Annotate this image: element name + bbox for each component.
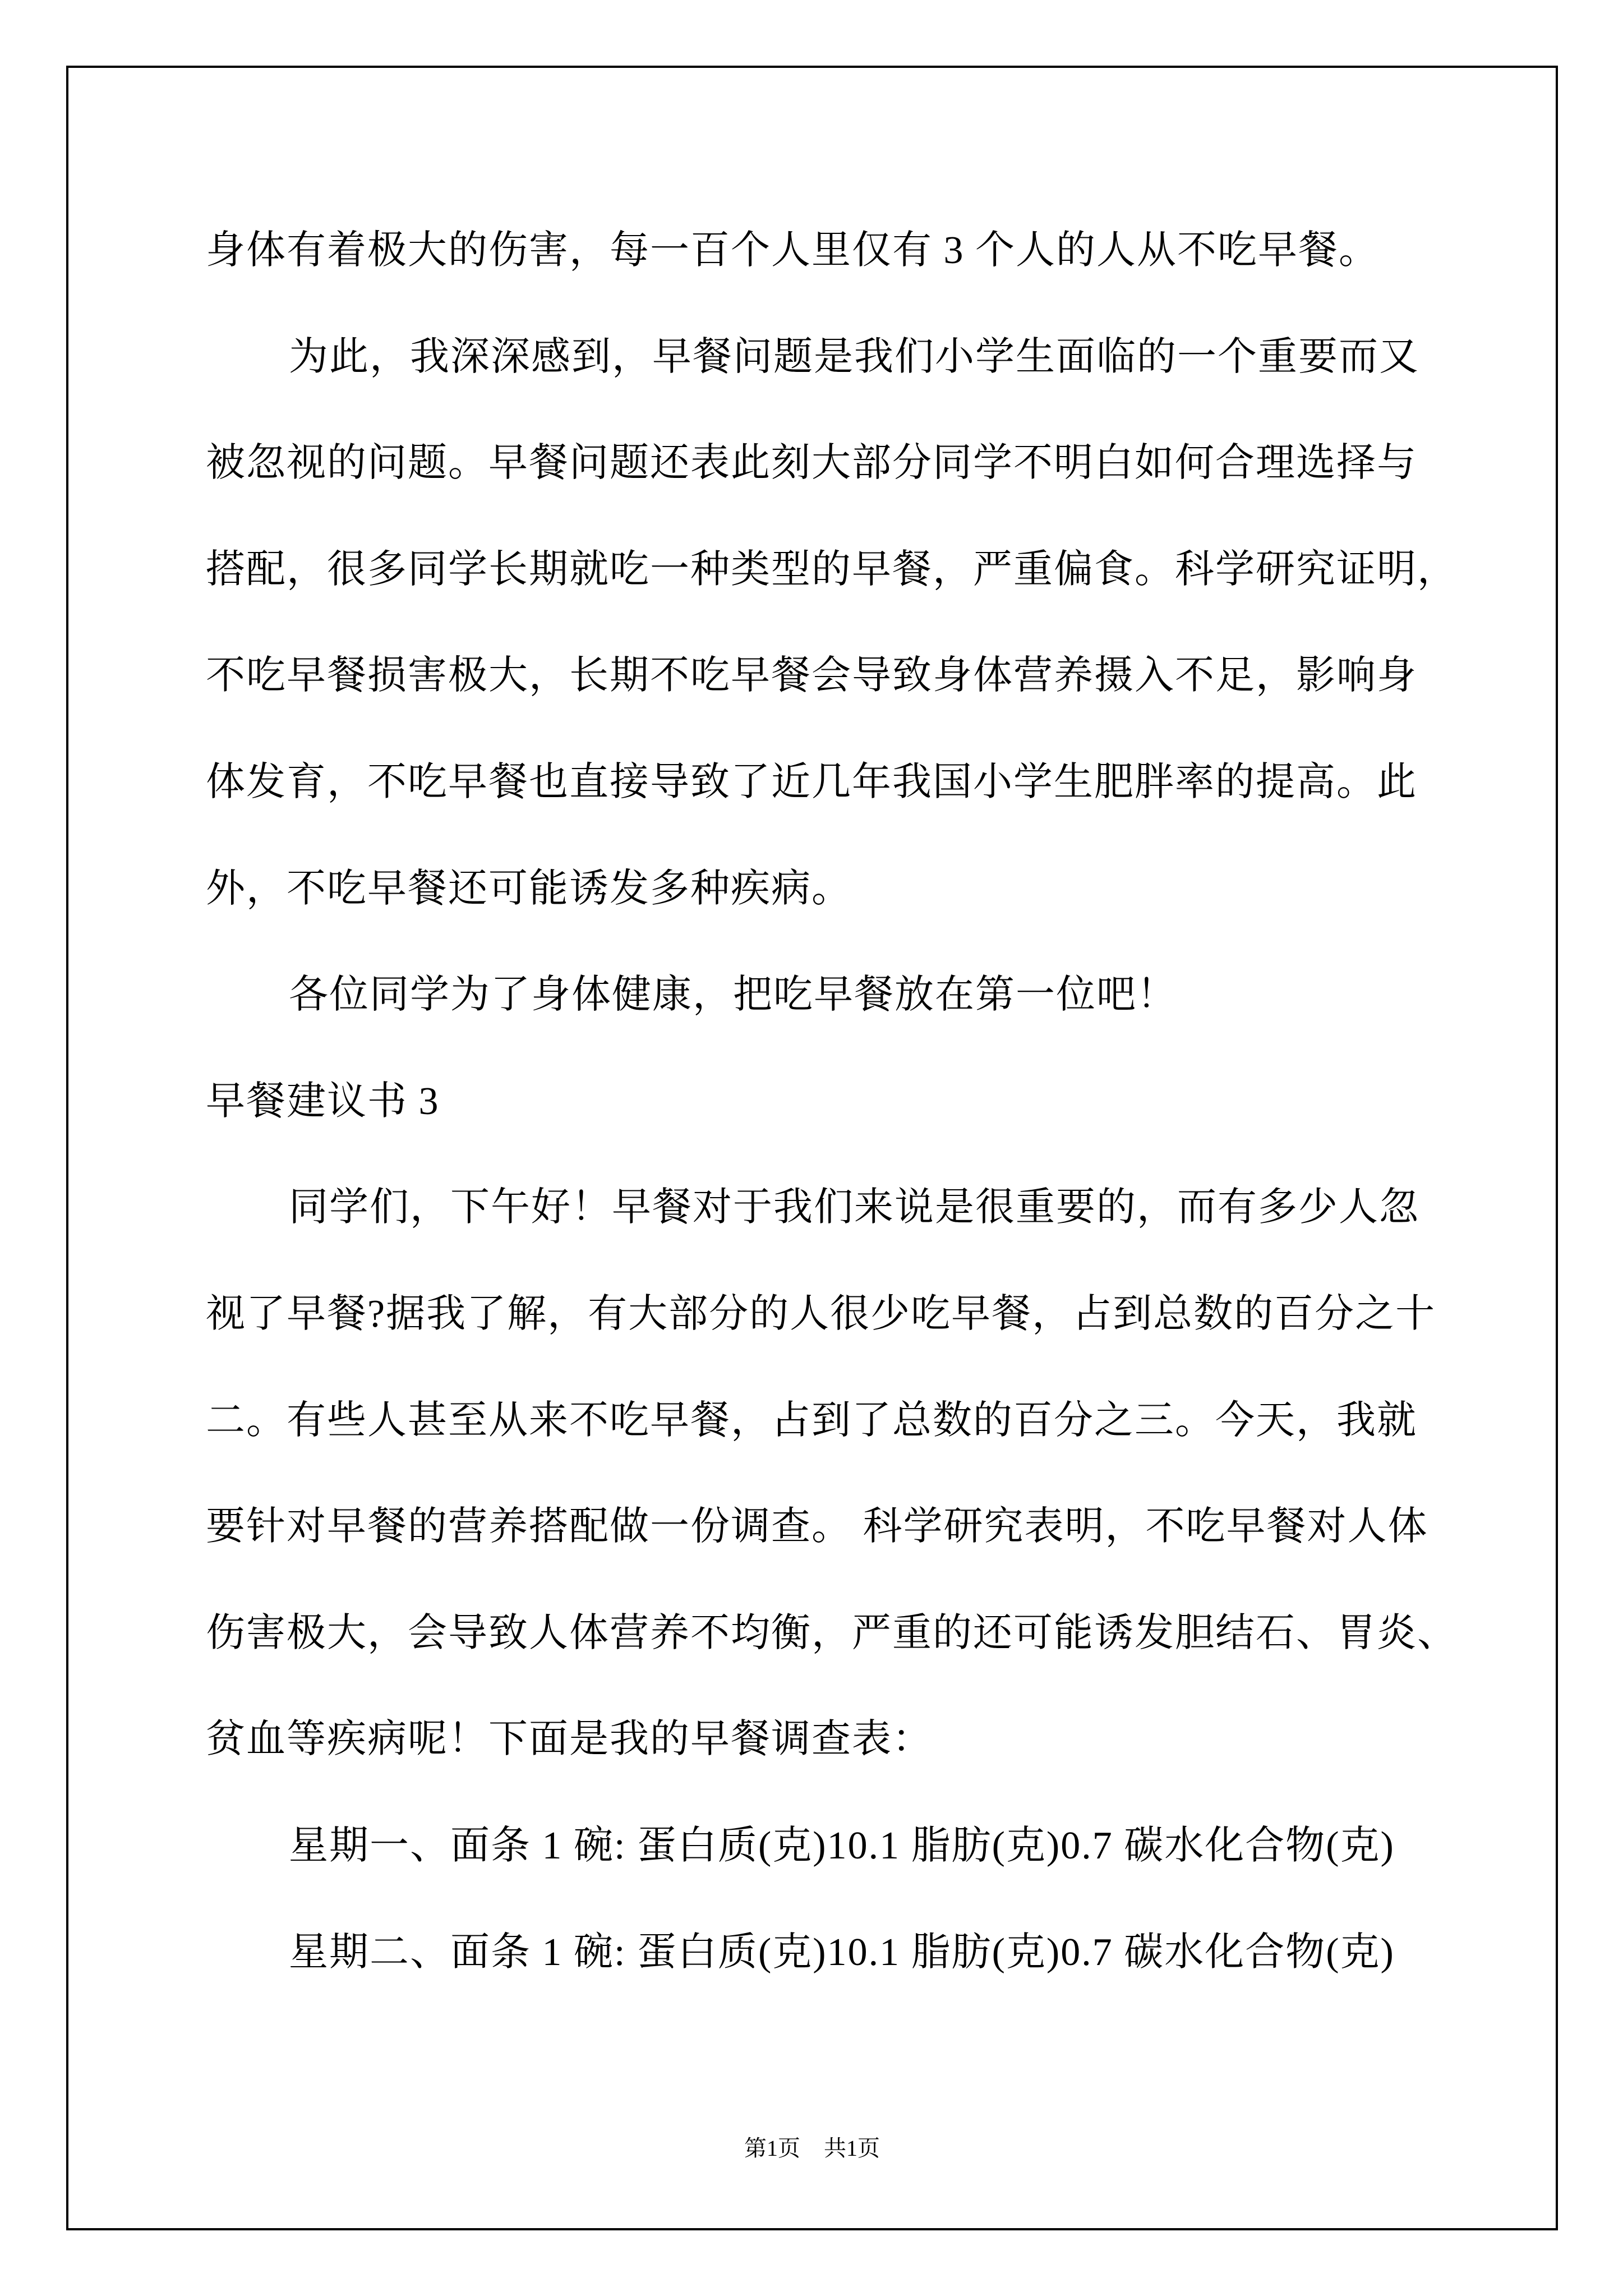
document-line: 被忽视的问题。早餐问题还表此刻大部分同学不明白如何合理选择与 [206, 441, 1417, 485]
document-line: 外，不吃早餐还可能诱发多种疾病。 [206, 867, 852, 910]
document-line: 身体有着极大的伤害，每一百个人里仅有 3 个人的人从不吃早餐。 [206, 229, 1379, 272]
document-line: 二。有些人甚至从来不吃早餐，占到了总数的百分之三。今天，我就 [206, 1398, 1417, 1442]
document-line: 各位同学为了身体健康，把吃早餐放在第一位吧！ [289, 973, 1177, 1017]
document-line: 视了早餐?据我了解，有大部分的人很少吃早餐，占到总数的百分之十 [206, 1292, 1436, 1336]
document-line: 同学们，下午好！早餐对于我们来说是很重要的，而有多少人忽 [289, 1186, 1419, 1230]
document-line: 伤害极大，会导致人体营养不均衡，严重的还可能诱发胆结石、胃炎、 [206, 1611, 1458, 1655]
document-line: 体发育，不吃早餐也直接导致了近几年我国小学生肥胖率的提高。此 [206, 760, 1417, 804]
document-line: 星期二、面条 1 碗: 蛋白质(克)10.1 脂肪(克)0.7 碳水化合物(克) [289, 1930, 1395, 1974]
page-footer [66, 2135, 1558, 2162]
footer-page-total: 共1页 [824, 2136, 880, 2161]
document-line: 要针对早餐的营养搭配做一份调查。 科学研究表明，不吃早餐对人体 [206, 1505, 1428, 1549]
footer-page-number: 第1页 [744, 2136, 800, 2161]
document-body [206, 197, 1462, 2005]
document-line: 星期一、面条 1 碗: 蛋白质(克)10.1 脂肪(克)0.7 碳水化合物(克) [289, 1824, 1395, 1867]
document-line: 搭配，很多同学长期就吃一种类型的早餐，严重偏食。科学研究证明， [206, 547, 1458, 591]
document-section-title: 早餐建议书 3 [206, 1079, 440, 1123]
document-line: 为此，我深深感到，早餐问题是我们小学生面临的一个重要而又 [289, 335, 1419, 379]
document-line: 贫血等疾病呢！下面是我的早餐调查表： [206, 1718, 933, 1761]
document-line: 不吃早餐损害极大，长期不吃早餐会导致身体营养摄入不足，影响身 [206, 654, 1417, 698]
